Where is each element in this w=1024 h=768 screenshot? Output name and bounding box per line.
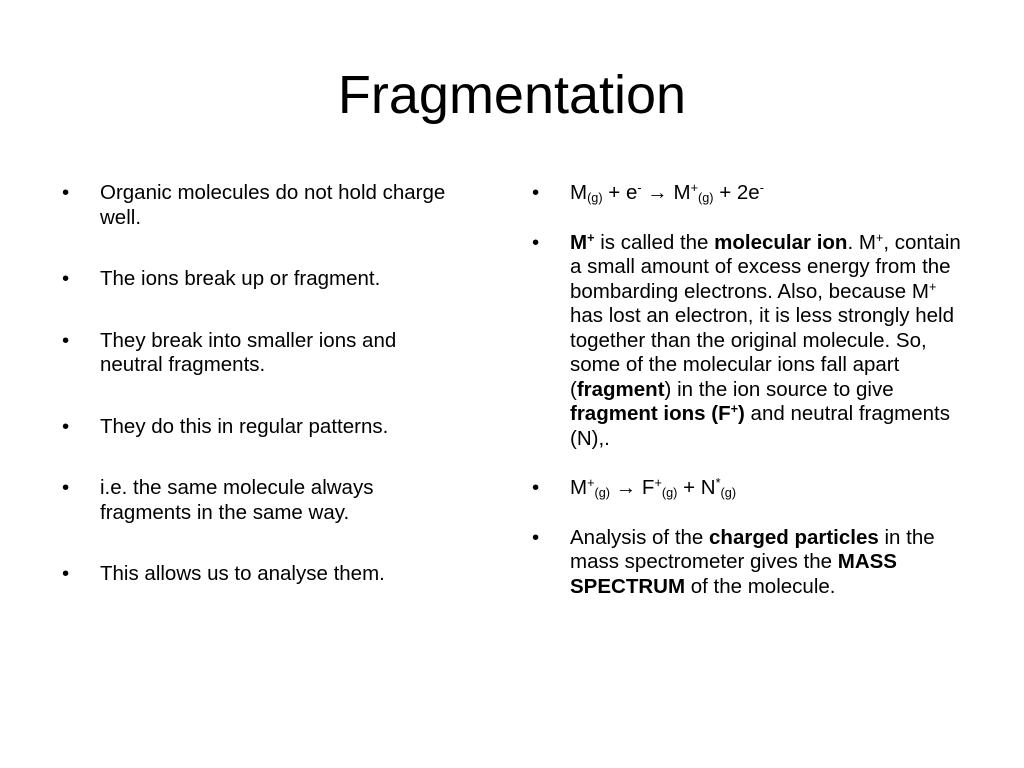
left-bullet-list (62, 181, 457, 587)
bullet-icon: • (62, 562, 70, 585)
bullet-icon: • (532, 476, 540, 499)
bullet-text: i.e. the same molecule always fragments in the same way. (100, 476, 374, 524)
fragment-ions-term: fragment ions (F+) (570, 401, 745, 425)
list-item (62, 267, 457, 292)
paragraph-text: Analysis of the charged particles in the mass spectrometer gives the MASS SPECTRUM of the molecule. (570, 525, 935, 598)
analysis-paragraph (532, 526, 962, 600)
fragment-term: fragment (576, 377, 665, 401)
list-item (62, 415, 457, 440)
right-bullet-list (532, 181, 962, 599)
bullet-icon: • (62, 476, 70, 499)
bullet-icon: • (62, 181, 70, 204)
equation-text: $M^+_{(g)} \to F^+_{(g)} + N^*_{(g)}$ (570, 475, 737, 500)
list-item (62, 181, 457, 230)
list-item (62, 476, 457, 525)
bullet-text: They break into smaller ions and neutral fragments. (100, 328, 397, 376)
ionization-equation (532, 181, 962, 206)
list-item (62, 562, 457, 587)
molecular-ion-term: molecular ion (714, 230, 848, 254)
charged-particles-term: charged particles (709, 525, 879, 549)
bullet-text: Organic molecules do not hold charge well. (100, 181, 446, 229)
fragmentation-equation (532, 476, 962, 501)
left-column (62, 181, 457, 624)
list-item (62, 329, 457, 378)
molecular-ion-paragraph (532, 231, 962, 452)
paragraph-text: M+ is called the molecular ion. M+, contain a small amount of excess energy from the bombarding electrons. Also, because M+ has lost an electron, it is less strongly held together than the original molecule. So, some of the molecular ions fall apart (fragment) in the ion source to give fragment ions (F+) and neutral fragments (N),. (570, 229, 961, 450)
bullet-icon: • (62, 328, 70, 352)
bullet-icon: • (532, 525, 540, 549)
equation-text: $M_{(g)} + e^- \to M^+_{(g)} + 2e^-$ (570, 180, 764, 205)
bullet-icon: • (62, 414, 70, 438)
bullet-icon: • (62, 267, 70, 290)
mass-spectrum-term: MASS SPECTRUM (570, 550, 897, 598)
bullet-text: This allows us to analyse them. (100, 562, 385, 585)
right-column (532, 181, 962, 624)
bullet-text: The ions break up or fragment. (100, 267, 381, 290)
bullet-icon: • (532, 181, 540, 204)
slide-title: Fragmentation (337, 65, 687, 125)
bullet-icon: • (532, 230, 540, 254)
bullet-text: They do this in regular patterns. (100, 414, 389, 438)
